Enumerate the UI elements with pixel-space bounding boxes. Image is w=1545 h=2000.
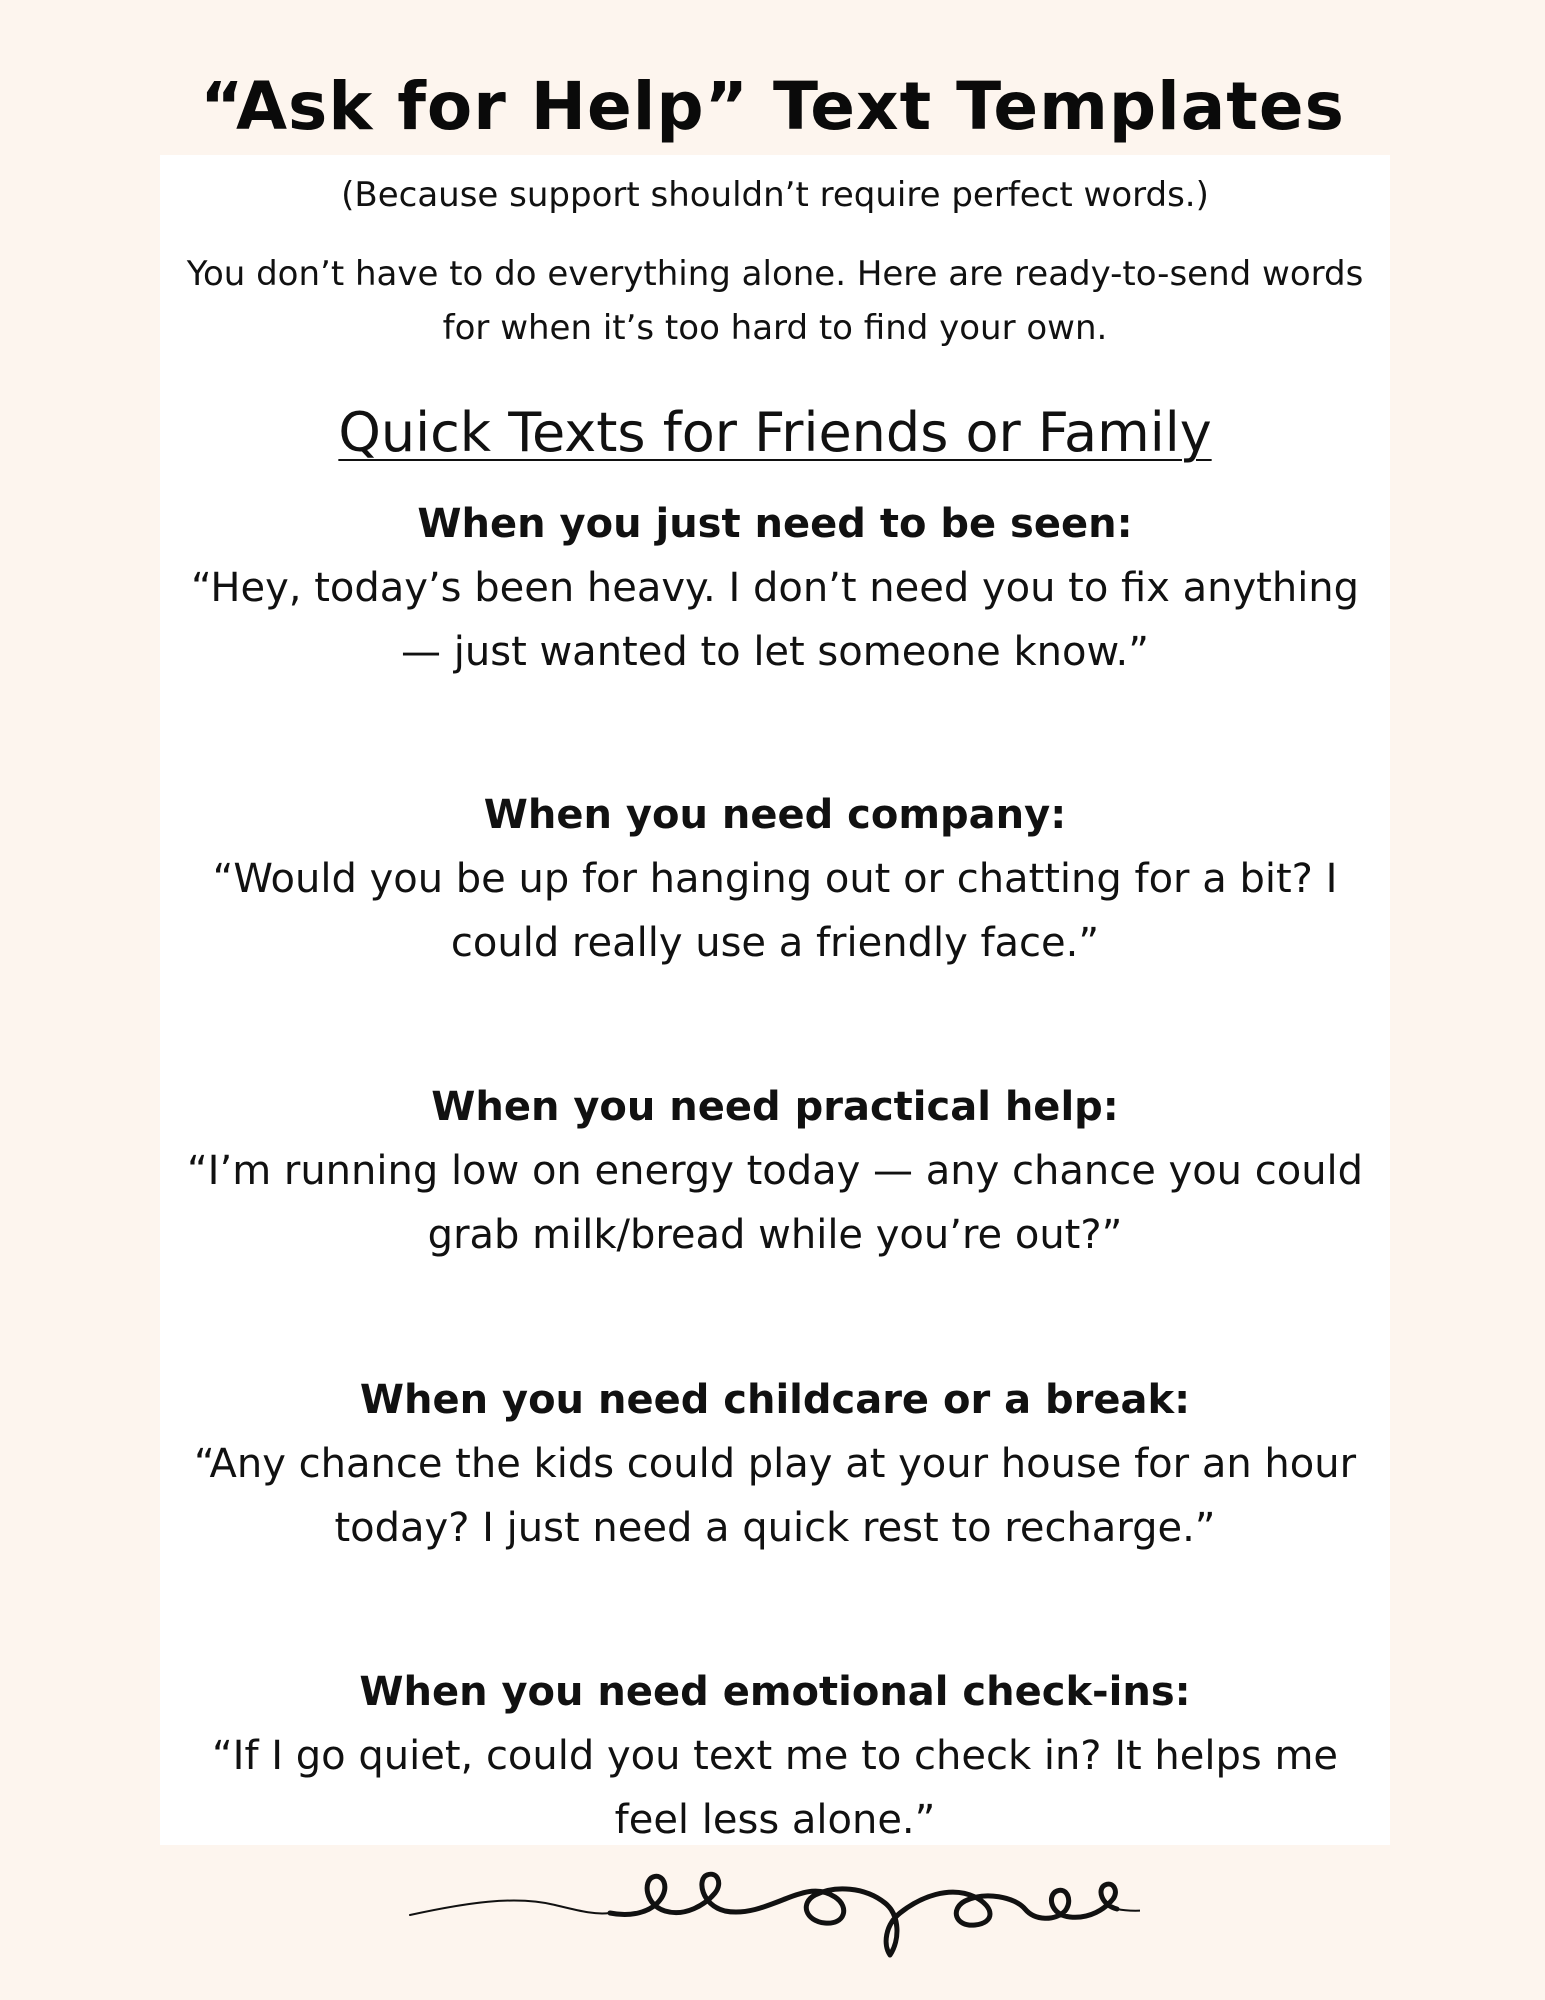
subtitle: (Because support shouldn’t require perfect words.) <box>341 175 1209 215</box>
template-label: When you need emotional check-ins: <box>359 1669 1191 1715</box>
template-message: “Would you be up for hanging out or chatting for a bit? I could really use a friendly face.” <box>212 856 1338 966</box>
section-heading-text: Quick Texts for Friends or Family <box>338 401 1212 464</box>
template-label: When you need practical help: <box>431 1084 1119 1130</box>
template-message: “Hey, today’s been heavy. I don’t need you to fix anything — just wanted to let someone know.” <box>190 565 1360 675</box>
template-label: When you need childcare or a break: <box>359 1377 1191 1423</box>
template-check-ins <box>160 1660 1390 1852</box>
template-seen <box>160 492 1390 684</box>
page-title: “Ask for Help” Text Templates <box>200 68 1345 145</box>
template-practical-help <box>160 1075 1390 1267</box>
template-company <box>160 783 1390 975</box>
intro-text: You don’t have to do everything alone. Here are ready-to-send words for when it’s too hard to find your own. <box>186 254 1364 348</box>
decorative-flourish-icon <box>405 1825 1140 1965</box>
template-label: When you just need to be seen: <box>417 501 1133 547</box>
template-childcare <box>160 1368 1390 1560</box>
template-label: When you need company: <box>483 792 1067 838</box>
template-message: “I’m running low on energy today — any chance you could grab milk/bread while you’re out?” <box>186 1148 1364 1258</box>
content-card <box>160 155 1390 1845</box>
template-message: “Any chance the kids could play at your house for an hour today? I just need a quick rest to recharge.” <box>193 1441 1357 1551</box>
section-heading <box>160 395 1390 471</box>
template-message: “If I go quiet, could you text me to check in? It helps me feel less alone.” <box>211 1733 1339 1843</box>
